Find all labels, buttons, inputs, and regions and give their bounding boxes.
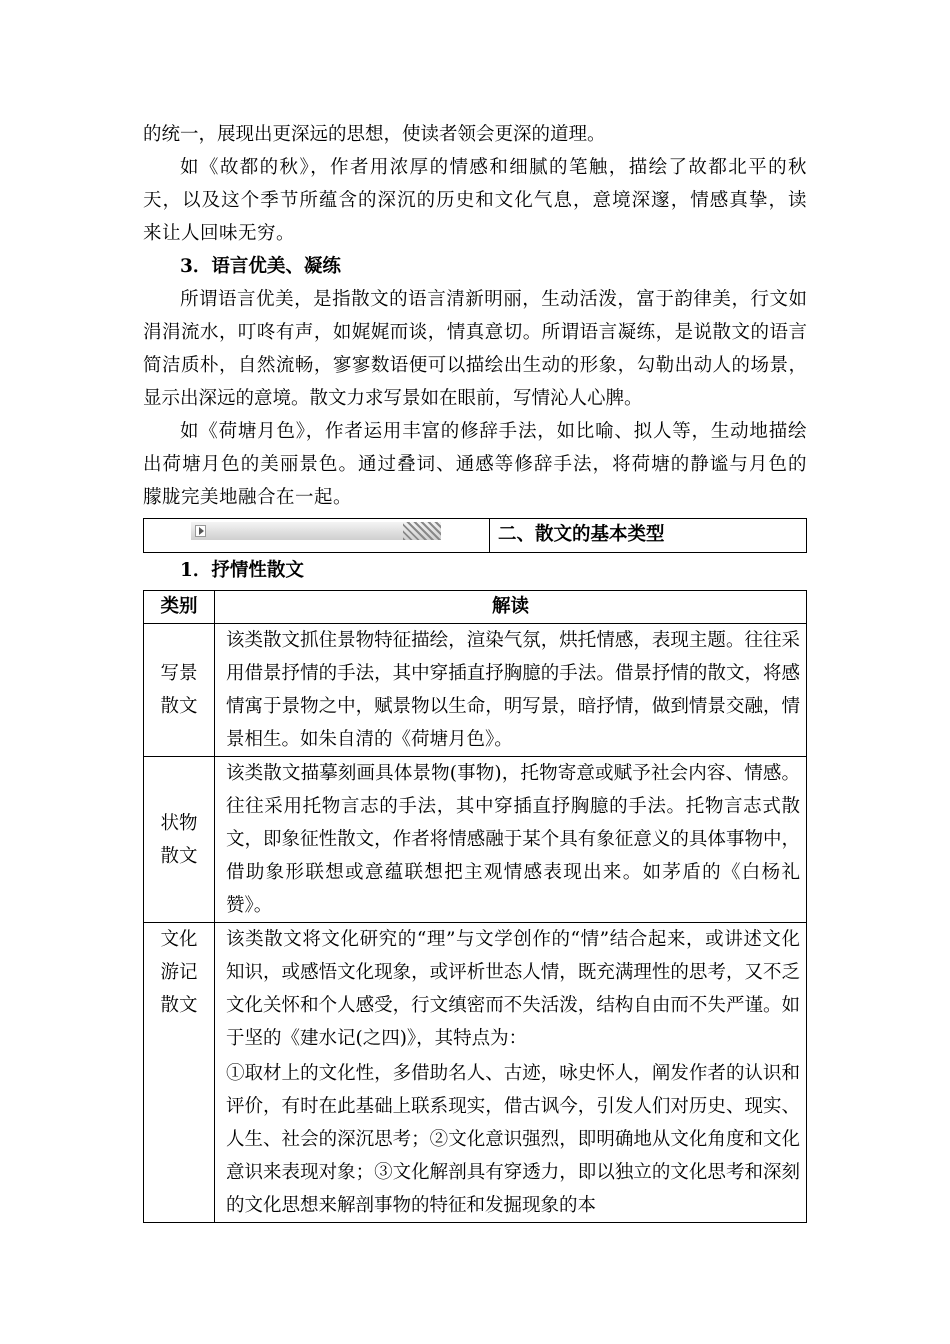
explanation-features: ①取材上的文化性，多借助名人、古迹，咏史怀人，阐发作者的认识和评价，有时在此基础上联系现实，借古讽今，引发人们对历史、现实、人生、社会的深沉思考；②文化意识强烈，即明确地从文化角度和文化意识来表现对象；③文化解剖具有穿透力，即以独立的文化思考和深刻的文化思想来解剖事物的特征和发掘现象的本 xyxy=(226,1063,800,1216)
table-row xyxy=(144,624,807,757)
category-cell xyxy=(144,923,215,1223)
category-cell xyxy=(144,624,215,757)
hatch-pattern xyxy=(403,522,441,540)
section-banner xyxy=(143,518,807,553)
category-line: 游记 xyxy=(160,962,198,983)
explanation-cell xyxy=(215,923,807,1223)
banner-bar xyxy=(191,522,441,540)
header-explanation: 解读 xyxy=(215,591,807,624)
banner-title: 二、散文的基本类型 xyxy=(498,524,665,545)
explanation-text: 该类散文抓住景物特征描绘，渲染气氛，烘托情感，表现主题。往往采用借景抒情的手法，其中穿插直抒胸臆的手法。借景抒情的散文，将感情寓于景物之中，赋景物以生命，明写景，暗抒情，做到情景交融，情景相生。如朱自清的《荷塘月色》。 xyxy=(226,630,800,750)
paragraph-example-autumn: 如《故都的秋》，作者用浓厚的情感和细腻的笔触，描绘了故都北平的秋天，以及这个季节所蕴含的深沉的历史和文化气息，意境深邃，情感真挚，读来让人回味无穷。 xyxy=(143,157,807,244)
table-row xyxy=(144,923,807,1223)
banner-decoration xyxy=(144,519,490,552)
explanation-cell xyxy=(215,624,807,757)
section-heading-language: 3．语言优美、凝练 xyxy=(180,256,341,277)
header-category: 类别 xyxy=(144,591,215,624)
paragraph-continuation: 的统一，展现出更深远的思想，使读者领会更深的道理。 xyxy=(143,124,606,145)
prose-types-table xyxy=(143,590,807,1223)
category-line: 散文 xyxy=(160,696,198,717)
category-line: 状物 xyxy=(160,812,198,834)
document-page xyxy=(143,118,807,1223)
paragraph-language: 所谓语言优美，是指散文的语言清新明丽，生动活泼，富于韵律美，行文如涓涓流水，叮咚有声，如娓娓而谈，情真意切。所谓语言凝练，是说散文的语言简洁质朴，自然流畅，寥寥数语便可以描绘出生动的形象，勾勒出动人的场景，显示出深远的意境。散文力求写景如在眼前，写情沁人心脾。 xyxy=(143,289,807,409)
category-line: 散文 xyxy=(160,995,198,1016)
explanation-text: 该类散文将文化研究的“理”与文学创作的“情”结合起来，或讲述文化知识，或感悟文化现象，或评析世态人情，既充满理性的思考，又不乏文化关怀和个人感受，行文缜密而不失活泼，结构自由而不失严谨。如于坚的《建水记(之四)》，其特点为： xyxy=(226,929,800,1049)
explanation-cell xyxy=(215,757,807,923)
table-header-row xyxy=(144,591,807,624)
table-row xyxy=(144,757,807,923)
category-line: 散文 xyxy=(160,845,198,867)
play-icon xyxy=(195,525,206,537)
subheading-lyric-prose: 1．抒情性散文 xyxy=(180,560,304,581)
category-line: 写景 xyxy=(160,663,198,684)
explanation-text: 该类散文描摹刻画具体景物(事物)，托物寄意或赋予社会内容、情感。往往采用托物言志的手法，其中穿插直抒胸臆的手法。托物言志式散文，即象征性散文，作者将情感融于某个具有象征意义的具体事物中，借助象形联想或意蕴联想把主观情感表现出来。如茅盾的《白杨礼赞》。 xyxy=(226,763,800,916)
paragraph-example-lotus: 如《荷塘月色》，作者运用丰富的修辞手法，如比喻、拟人等，生动地描绘出荷塘月色的美丽景色。通过叠词、通感等修辞手法，将荷塘的静谧与月色的朦胧完美地融合在一起。 xyxy=(143,421,807,508)
category-line: 文化 xyxy=(160,929,198,950)
category-cell xyxy=(144,757,215,923)
